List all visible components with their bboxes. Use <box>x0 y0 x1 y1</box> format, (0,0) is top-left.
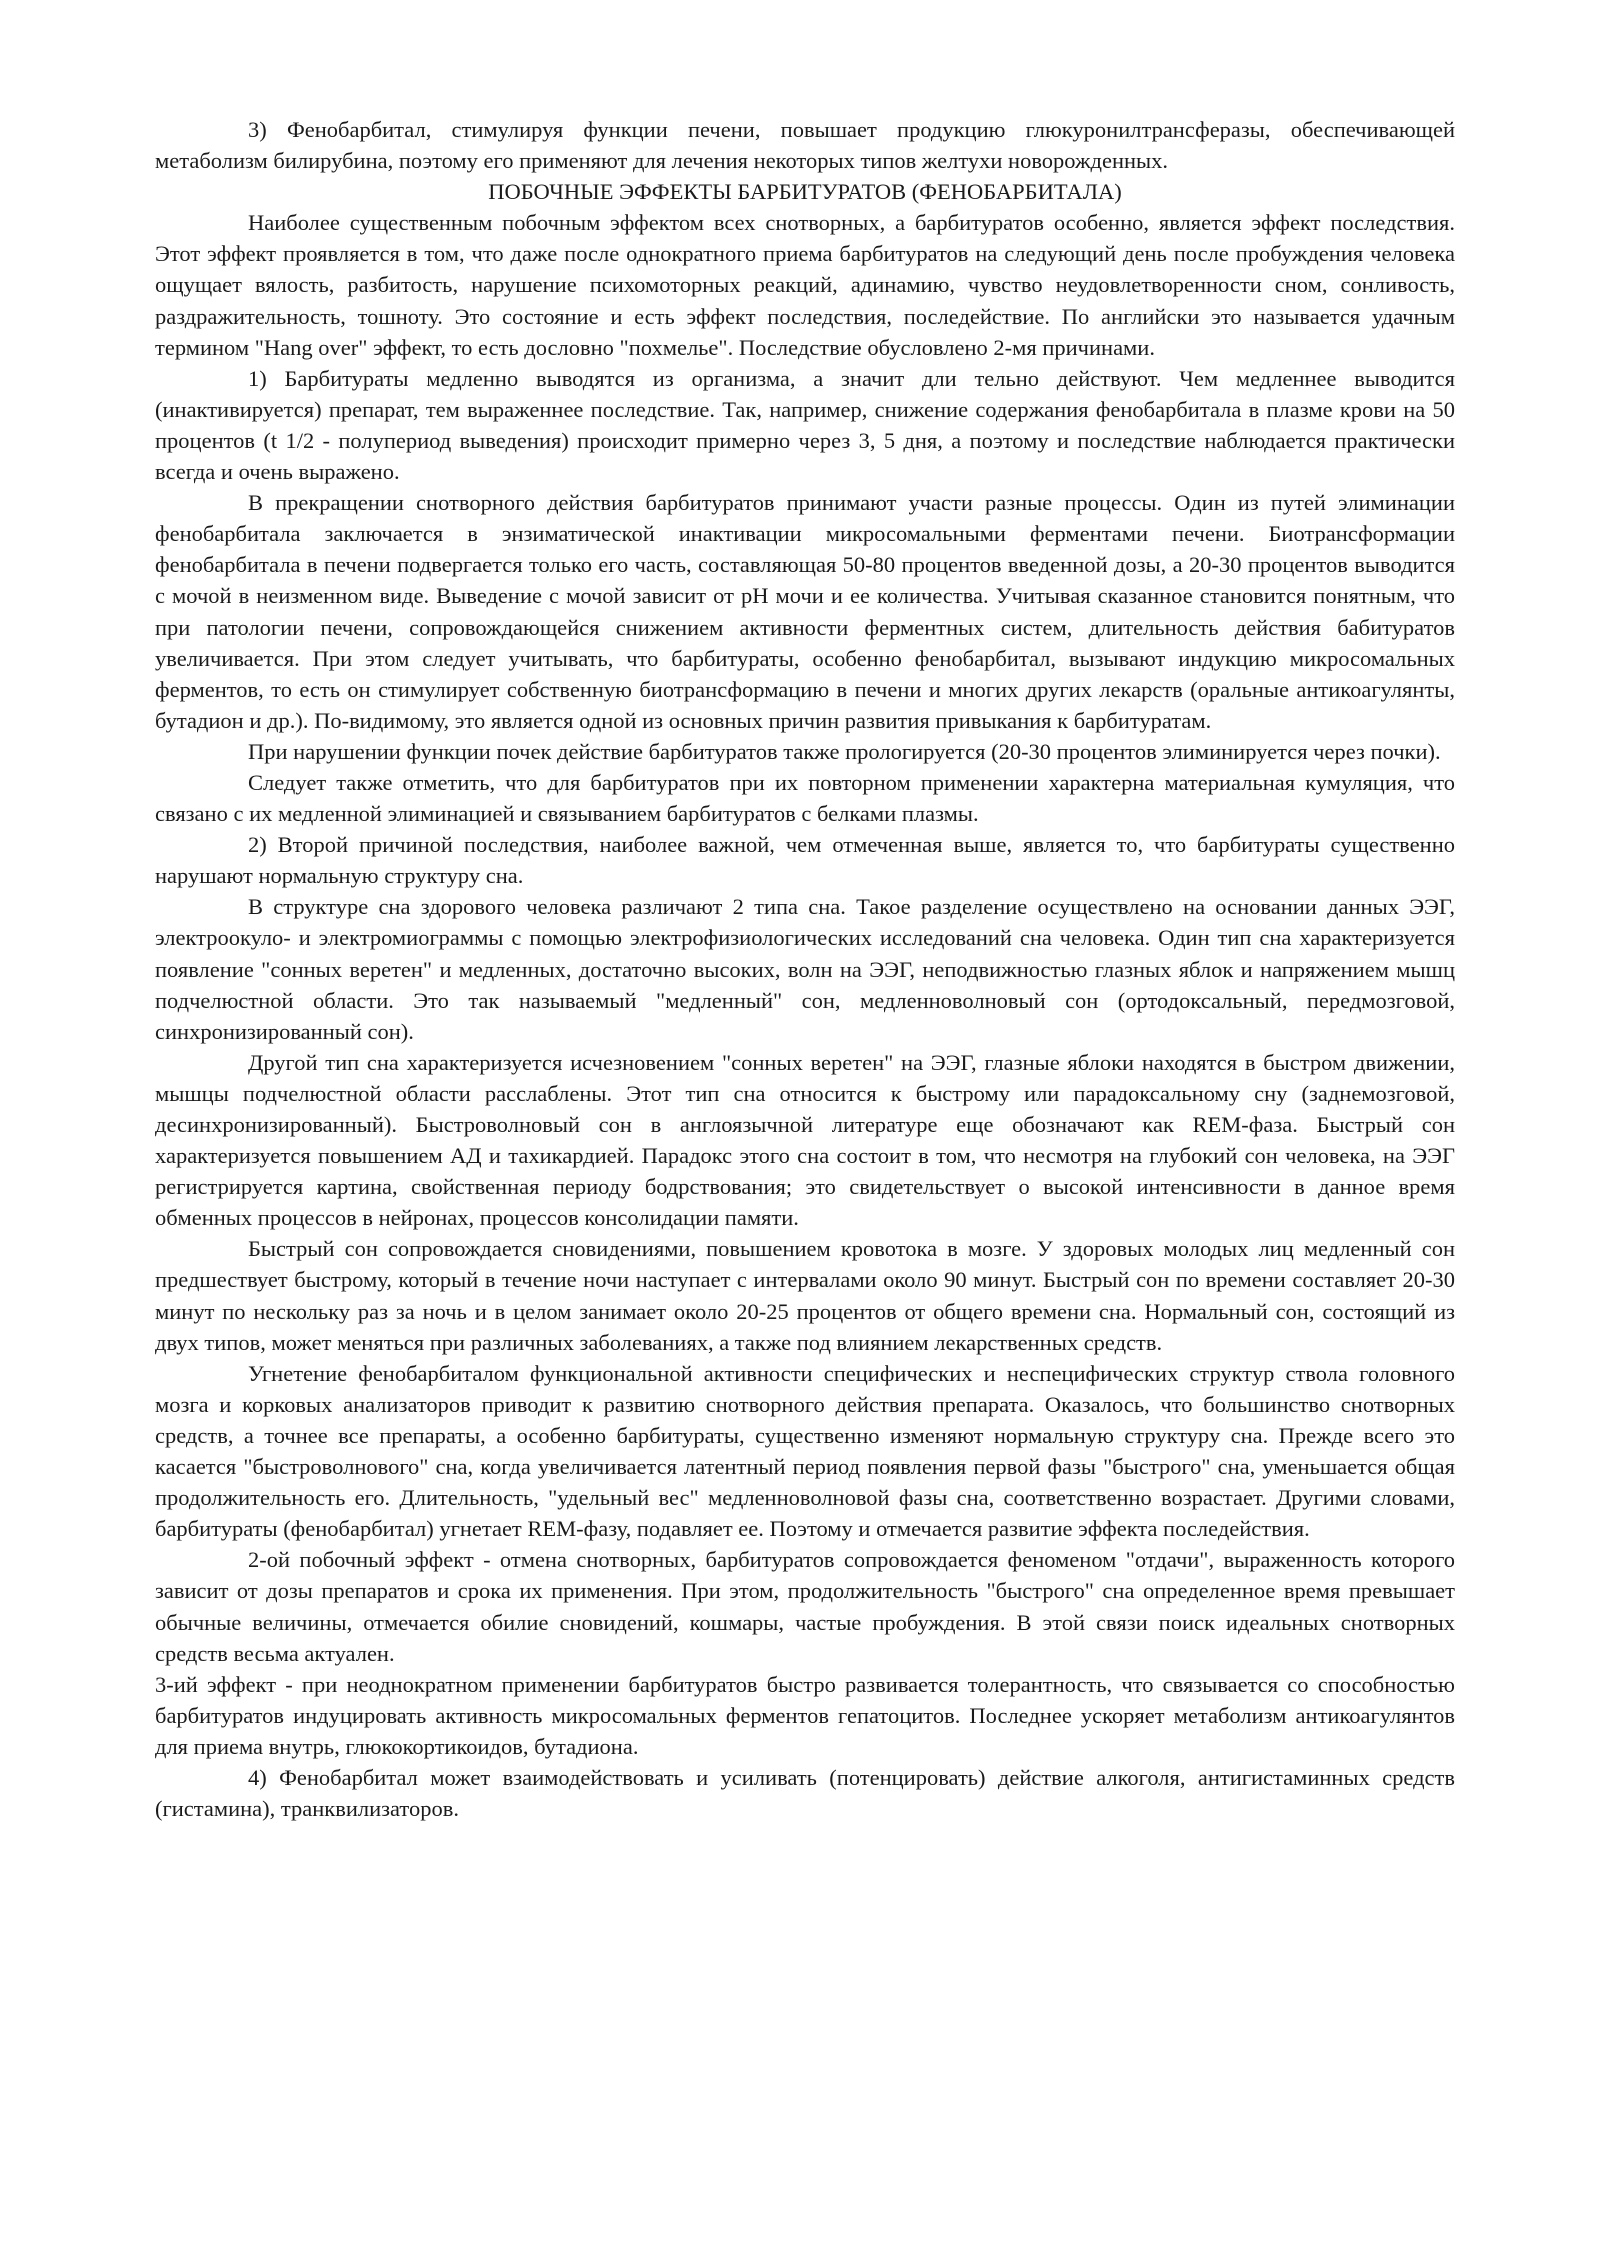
paragraph-kidney-function: При нарушении функции почек действие барбитуратов также прологируется (20-30 процентов элиминируется через почки). <box>248 738 1441 764</box>
paragraph-slow-elimination: 1) Барбитураты медленно выводятся из организма, а значит дли тельно действуют. Чем медленнее выводится (инактивируется) препарат, тем выраженнее последствие. Так, например, снижение содержания фенобарбитала в плазме крови на 50 процентов (t 1/2 - полупериод выведения) происходит примерно через 3, 5 дня, а поэтому и последствие наблюдается практически всегда и очень выражено. <box>155 365 1455 485</box>
paragraph-phenobarbital-inhibition: Угнетение фенобарбиталом функциональной активности специфических и неспецифических структур ствола головного мозга и корковых анализаторов приводит к развитию снотворного действия препарата. Оказалось, что большинство снотворных средств, а точнее все препараты, а особенно барбитураты, существенно изменяют нормальную структуру сна. Прежде всего это касается "быстроволнового" сна, когда увеличивается латентный период появления первой фазы "быстрого" сна, уменьшается общая продолжительность его. Длительность, "удельный вес" медленноволновой фазы сна, соответственно возрастает. Другими словами, барбитураты (фенобарбитал) угнетает REM-фазу, подавляет ее. Поэтому и отмечается развитие эффекта последействия. <box>155 1360 1455 1542</box>
paragraph-hangover-effect: Наиболее существенным побочным эффектом всех снотворных, а барбитуратов особенно, является эффект последствия. Этот эффект проявляется в том, что даже после однократного приема барбитуратов на следующий день после пробуждения человека ощущает вялость, разбитость, нарушение психомоторных реакций, адинамию, чувство неудовлетворенности сном, сонливость, раздражительность, тошноту. Это состояние и есть эффект последствия, последействие. По английски это называется удачным термином "Hang over" эффект, то есть дословно "похмелье". Последствие обусловлено 2-мя причинами. <box>155 210 1455 360</box>
paragraph-sleep-types: В структуре сна здорового человека различают 2 типа сна. Такое разделение осуществлено на основании данных ЭЭГ, электроокуло- и электромиограммы с помощью электрофизиологических исследований сна человека. Один тип сна характеризуется появление "сонных веретен" и медленных, достаточно высоких, волн на ЭЭГ, неподвижностью глазных яблок и напряжением мышц подчелюстной области. Это так называемый "медленный" сон, медленноволновый сон (ортодоксальный, передмозговой, синхронизированный сон). <box>155 894 1455 1044</box>
section-heading: ПОБОЧНЫЕ ЭФФЕКТЫ БАРБИТУРАТОВ (ФЕНОБАРБИТАЛА) <box>488 179 1122 205</box>
paragraph-interactions: 4) Фенобарбитал может взаимодействовать и усиливать (потенцировать) действие алкоголя, антигистаминных средств (гистамина), транквилизаторов. <box>155 1764 1455 1822</box>
paragraph-fast-sleep: Быстрый сон сопровождается сновидениями, повышением кровотока в мозге. У здоровых молодых лиц медленный сон предшествует быстрому, который в течение ночи наступает с интервалами около 90 минут. Быстрый сон по времени составляет 20-30 минут по нескольку раз за ночь и в целом занимает около 20-25 процентов от общего времени сна. Нормальный сон, состоящий из двух типов, может меняться при различных заболеваниях, а также под влиянием лекарственных средств. <box>155 1236 1455 1355</box>
intro-paragraph: 3) Фенобарбитал, стимулируя функции печени, повышает продукцию глюкуронилтрансферазы, обеспечивающей метаболизм билирубина, поэтому его применяют для лечения некоторых типов желтухи новорожденных. <box>155 117 1455 174</box>
paragraph-rem-sleep: Другой тип сна характеризуется исчезновением "сонных веретен" на ЭЭГ, глазные яблоки находятся в быстром движении, мышцы подчелюстной области расслаблены. Этот тип сна относится к быстрому или парадоксальному сну (заднемозговой, десинхронизированный). Быстроволновый сон в англоязычной литературе еще обозначают как REM-фаза. Быстрый сон характеризуется повышением АД и тахикардией. Парадокс этого сна состоит в том, что несмотря на глубокий сон человека, на ЭЭГ регистрируется картина, свойственная периоду бодрствования; это свидетельствует о высокой интенсивности в данное время обменных процессов в нейронах, процессов консолидации памяти. <box>155 1049 1455 1231</box>
document-page <box>155 114 1455 1824</box>
paragraph-elimination-processes: В прекращении снотворного действия барбитуратов принимают участи разные процессы. Один из путей элиминации фенобарбитала заключается в энзиматической инактивации микросомальными ферментами печени. Биотрансформации фенобарбитала в печени подвергается только его часть, составляющая 50-80 процентов введенной дозы, а 20-30 процентов выводится с мочой в неизменном виде. Выведение с мочой зависит от pH мочи и ее количества. Учитывая сказанное становится понятным, что при патологии печени, сопровождающейся снижением активности ферментных систем, длительность действия бабитуратов увеличивается. При этом следует учитывать, что барбитураты, особенно фенобарбитал, вызывают индукцию микросомальных ферментов, то есть он стимулирует собственную биотрансформацию в печени и многих других лекарств (оральные антикоагулянты, бутадион и др.). По-видимому, это является одной из основных причин развития привыкания к барбитуратам. <box>155 490 1455 733</box>
paragraph-cumulation: Следует также отметить, что для барбитуратов при их повторном применении характерна материальная кумуляция, что связано с их медленной элиминацией и связыванием барбитуратов с белками плазмы. <box>155 769 1455 827</box>
paragraph-rebound-effect: 2-ой побочный эффект - отмена снотворных, барбитуратов сопровождается феноменом "отдачи", выраженность которого зависит от дозы препаратов и срока их применения. При этом, продолжительность "быстрого" сна определенное время превышает обычные величины, отмечается обилие сновидений, кошмары, частые пробуждения. В этой связи поиск идеальных снотворных средств весьма актуален. <box>155 1547 1455 1666</box>
paragraph-sleep-structure-cause: 2) Второй причиной последствия, наиболее важной, чем отмеченная выше, является то, что барбитураты существенно нарушают нормальную структуру сна. <box>155 832 1455 889</box>
paragraph-tolerance: 3-ий эффект - при неоднократном применении барбитуратов быстро развивается толерантность, что связывается со способностью барбитуратов индуцировать активность микросомальных ферментов гепатоцитов. Последнее ускоряет метаболизм антикоагулянтов для приема внутрь, глюкокортикоидов, бутадиона. <box>155 1671 1455 1759</box>
